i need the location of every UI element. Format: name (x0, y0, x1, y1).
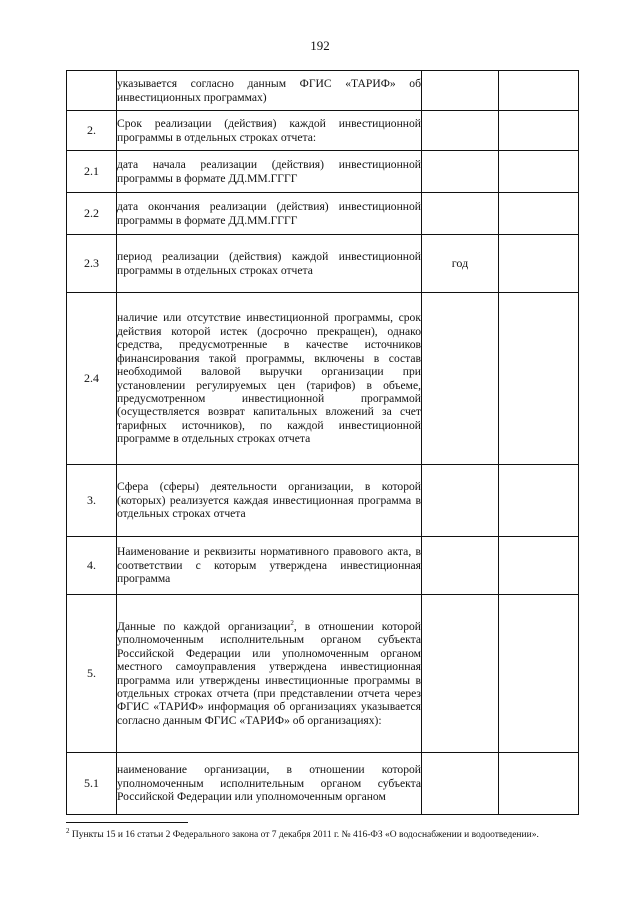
row-value (499, 235, 579, 293)
row-unit (422, 465, 499, 537)
row-description: указывается согласно данным ФГИС «ТАРИФ» об инвестиционных программах) (117, 71, 422, 111)
row-value (499, 465, 579, 537)
table-row (67, 71, 579, 111)
row-unit (422, 293, 499, 465)
row-description: дата начала реализации (действия) инвестиционной программы в формате ДД.ММ.ГГГГ (117, 151, 422, 193)
row-unit (422, 71, 499, 111)
row-unit (422, 537, 499, 595)
row-number: 2.1 (67, 151, 117, 193)
row-description (117, 595, 422, 753)
row-description: наименование организации, в отношении которой уполномоченным исполнительным органом субъекта Российской Федерации или уполномоченным органом (117, 753, 422, 815)
table-row (67, 235, 579, 293)
row-description-part: Данные по каждой организации (117, 619, 291, 633)
footnote-divider (66, 822, 188, 823)
row-number: 2.3 (67, 235, 117, 293)
row-number: 2.4 (67, 293, 117, 465)
row-number: 5. (67, 595, 117, 753)
table-row (67, 193, 579, 235)
footnote-reference: 2 (290, 619, 294, 628)
row-description: Наименование и реквизиты нормативного правового акта, в соответствии с которым утверждена инвестиционная программа (117, 537, 422, 595)
row-value (499, 293, 579, 465)
row-value (499, 193, 579, 235)
footnote-mark: 2 (66, 826, 70, 835)
footnote-text: Пункты 15 и 16 статьи 2 Федерального закона от 7 декабря 2011 г. № 416-ФЗ «О водоснабжении и водоотведении». (69, 830, 539, 840)
row-description: наличие или отсутствие инвестиционной программы, срок действия которой истек (досрочно прекращен), однако средства, предусмотренные в качестве источников финансирования такой программы, включены в состав необходимой валовой выручки организации при установлении регулируемых цен (тарифов) в объеме, предусмотренном инвестиционной программой (осуществляется возврат капитальных вложений за счет тарифных источников), по каждой инвестиционной программе в отдельных строках отчета (117, 293, 422, 465)
row-description: Сфера (сферы) деятельности организации, в которой (которых) реализуется каждая инвестиционная программа в отдельных строках отчета (117, 465, 422, 537)
row-description: период реализации (действия) каждой инвестиционной программы в отдельных строках отчета (117, 235, 422, 293)
row-value (499, 71, 579, 111)
table-row (67, 111, 579, 151)
row-description: Срок реализации (действия) каждой инвестиционной программы в отдельных строках отчета: (117, 111, 422, 151)
table-row (67, 537, 579, 595)
table-row (67, 465, 579, 537)
row-number (67, 71, 117, 111)
row-number: 3. (67, 465, 117, 537)
table-row (67, 595, 579, 753)
row-unit (422, 111, 499, 151)
row-description: дата окончания реализации (действия) инвестиционной программы в формате ДД.ММ.ГГГГ (117, 193, 422, 235)
row-value (499, 595, 579, 753)
row-unit (422, 753, 499, 815)
footnote (66, 826, 578, 841)
row-value (499, 753, 579, 815)
row-value (499, 151, 579, 193)
table-row (67, 753, 579, 815)
row-value (499, 537, 579, 595)
row-unit (422, 193, 499, 235)
row-number: 4. (67, 537, 117, 595)
row-unit (422, 595, 499, 753)
page-number: 192 (310, 38, 330, 53)
report-table (66, 70, 579, 815)
table-row (67, 293, 579, 465)
row-number: 5.1 (67, 753, 117, 815)
row-number: 2. (67, 111, 117, 151)
row-unit (422, 151, 499, 193)
row-value (499, 111, 579, 151)
row-description-part: , в отношении которой уполномоченным исполнительным органом субъекта Российской Федерации или уполномоченным органом местного самоуправления утверждена инвестиционная программа или утверждены инвестиционные программы в отдельных строках отчета (при представлении отчета через ФГИС «ТАРИФ» информация об организациях указывается согласно данным ФГИС «ТАРИФ» об организациях): (117, 619, 421, 727)
table-row (67, 151, 579, 193)
row-number: 2.2 (67, 193, 117, 235)
row-unit: год (422, 235, 499, 293)
